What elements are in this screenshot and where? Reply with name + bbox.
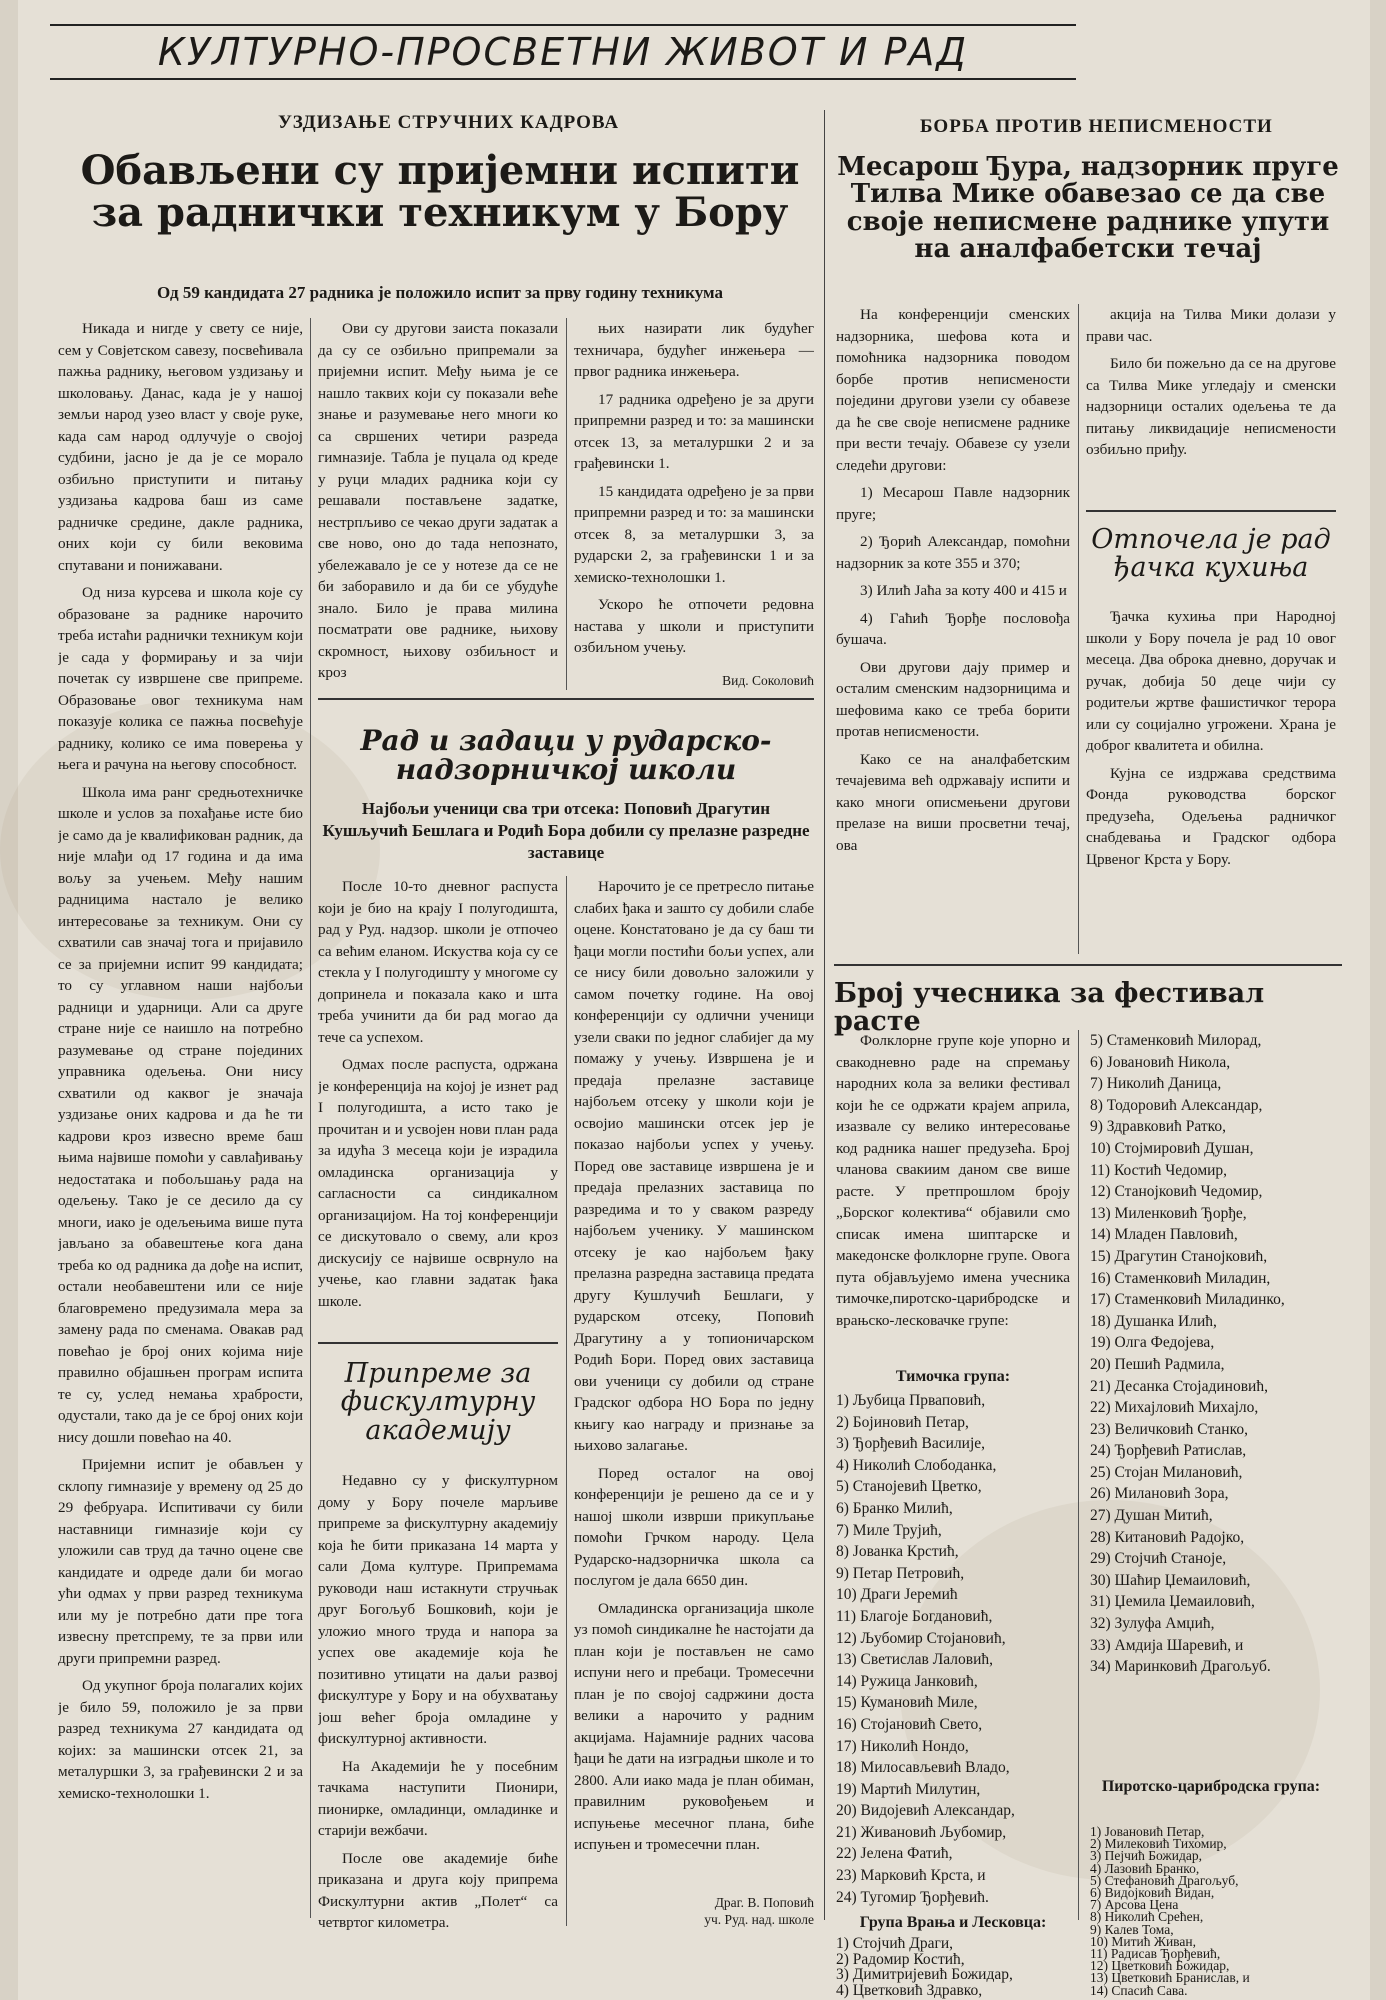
section-banner: КУЛТУРНО-ПРОСВЕТНИ ЖИВОТ И РАД: [50, 24, 1076, 80]
list-item: 34) Маринковић Драгољуб.: [1090, 1658, 1271, 1676]
headline-festival: Број учесника за фестивал расте: [834, 978, 1265, 1038]
list-item: 12) Станојковић Чедомир,: [1090, 1183, 1263, 1201]
paragraph: 2) Ђорић Александар, помоћни надзорник за коте 355 и 370;: [836, 533, 1070, 572]
list-item: 9) Петар Петровић,: [836, 1564, 965, 1582]
list-item: 20) Видојевић Александар,: [836, 1802, 1015, 1820]
list-item: 7) Арсова Цена: [1090, 1897, 1179, 1913]
sport-column: [318, 1470, 558, 1930]
list-item: 9) Здравковић Ратко,: [1090, 1118, 1226, 1136]
list-item: 26) Милановић Зора,: [1090, 1485, 1229, 1503]
list-item: 6) Видојковић Видан,: [1090, 1885, 1215, 1901]
group-title-timok: Тимочка група:: [895, 1368, 1011, 1385]
list-item: 5) Станојевић Цветко,: [836, 1478, 982, 1496]
festival-intro: [836, 1030, 1070, 1360]
list-item: 13) Миленковић Ђорђе,: [1090, 1204, 1247, 1222]
paragraph: 3) Илић Јаћа за коту 400 и 415 и: [860, 582, 1067, 599]
list-item: 11) Костић Чедомир,: [1090, 1161, 1228, 1179]
list-item: 4) Николић Слободанка,: [836, 1456, 997, 1474]
list-item: 3) Димитријевић Божидар,: [836, 1966, 1013, 1983]
paragraph: Поред осталог на овој конференцији је решено да се и у нашој школи изврши прикупљање помоћи Грчком народу. Цела Рударско-надзорничка школа са послугом је дала 6650 дин.: [574, 1464, 814, 1589]
headline-mesaros: Месарош Ђура, надзорник пруге Тилва Мике обавезао се да све своје неписмене раднике упути на аналфабетски течај: [837, 152, 1339, 264]
list-item: 16) Стаменковић Миладин,: [1090, 1269, 1271, 1287]
signature-name: Драг. В. Поповић: [714, 1895, 814, 1910]
article-column-1: [58, 318, 303, 1928]
list-item: 13) Цветковић Бранислав, и: [1090, 1970, 1250, 1986]
list-item: 8) Јованка Крстић,: [836, 1543, 959, 1561]
list-item: 1) Љубица Прваповић,: [836, 1392, 986, 1409]
list-item: 2) Бојиновић Петар,: [836, 1413, 969, 1431]
list-item: 27) Душан Митић,: [1090, 1507, 1213, 1525]
list-item: 10) Стојмировић Душан,: [1090, 1139, 1254, 1157]
paragraph: Школа има ранг средњотехничке школе и услов за похађање исте био је само да је квалификован радник, да није млађи од 17 година и да има вољу за учењем. Међу нашим радницима настало је велико интересовање за техникум. Они су схватили сав значај тога и пријавило се за пријемни испит 99 кандидата; то су углавном наши најбољи радници и ударници. Али са друге стране није се наишло на потребно разумевање од стране појединих управника одељења. Они нису схватили од каквог је значаја уздизање оних кадрова и да ће ти кадрови кроз извесно време баш њима највише помоћи у савлађивању недостатака и побољшању рада на одељењу. Тако је се десило да су многи, иако је одељењима више пута јављано за обавештење кога дана треба ко од радника да дође на испит, остали необавештени или се није благовремено предузимала мера за замену рада по сменама. Овакав рад повећао је број оних којима није правилно објашњен програм испита те су, услед немања храбрости, одустали, тако да је се број оних који нису дошли повећао на 40.: [58, 783, 303, 1446]
list-item: 22) Михајловић Михајло,: [1090, 1399, 1259, 1417]
list-timok: [836, 1390, 1070, 1908]
paragraph: Од низа курсева и школа које су образоване за раднике нарочито треба истаћи раднички техникум који је сада у формирању и за чији почетак су извршене све припреме. Образовање овог техникума нам показује колика се пажња посвећује раднику, колико се има поверења у њега и рачуна на његову способност.: [58, 584, 303, 773]
main-column-rule: [824, 110, 825, 1920]
school-column-1: [318, 876, 558, 1336]
headline-school: Рад и задаци у рударско-надзорничкој школи: [360, 724, 772, 787]
paragraph: Кујна се издржава средствима Фонда руководства борског предузећа, Одељења радничког снабдевања и Градског одбора Црвеног Крста у Бору.: [1086, 764, 1336, 868]
list-item: 19) Мартић Милутин,: [836, 1780, 981, 1798]
headline-sport: Припреме за фискултурну академију: [340, 1358, 536, 1446]
list-item: 7) Миле Трујић,: [836, 1521, 942, 1539]
list-festival-continued: [1090, 1030, 1340, 1678]
section-divider: [318, 1342, 558, 1344]
article-column-3: [574, 318, 814, 666]
list-item: 23) Величковић Станко,: [1090, 1420, 1248, 1438]
paragraph: Како се на аналфабетским течајевима већ одржавају испити и како многи описмењени другови прелазе на виши просветни течај, ова: [836, 750, 1070, 854]
list-item: 3) Пејчић Божидар,: [1090, 1848, 1202, 1864]
list-item: 2) Радомир Костић,: [836, 1950, 965, 1968]
list-item: 8) Николић Срећен,: [1090, 1909, 1204, 1925]
list-item: 21) Живановић Љубомир,: [836, 1823, 1007, 1841]
list-item: 12) Љубомир Стојановић,: [836, 1629, 1006, 1647]
paragraph: Пријемни испит је обављен у склопу гимназије у времену од 25 до 29 фебруара. Испитивачи су били наставници гимназије који су уложили сав труд да тачно оцене све кандидате и одреде дали би могао ући одмах у први разред техникума или му је потребно дати пре тога извесну претспрему, те за први или други припремни разред.: [58, 1456, 303, 1667]
list-item: 14) Младен Павловић,: [1090, 1226, 1238, 1244]
paragraph: Недавно су у фискултурном дому у Бору почеле марљиве припреме за фискултурну академију која ће бити приказана 14 марта у сали Дома културе. Припремама руководи наш истакнути стручњак друг Богољуб Бошковић, који је уложио много труда и напора за успех ове академије која ће позитивно утицати на даљи развој фискултуре у Бору и на обухватању још већег броја омладине у фискултурној активности.: [318, 1472, 558, 1747]
section-divider: [318, 698, 814, 700]
list-item: 1) Јовановић Петар,: [1090, 1824, 1205, 1839]
kicker-left: УЗДИЗАЊЕ СТРУЧНИХ КАДРОВА: [278, 112, 620, 133]
section-divider: [834, 964, 1342, 966]
list-item: 10) Драги Јеремић: [836, 1586, 958, 1604]
kitchen-column: [1086, 606, 1336, 956]
list-item: 31) Џемила Џемаиловић,: [1090, 1593, 1255, 1611]
paragraph: На Академији ће у посебним тачкама наступити Пионири, пионирке, омладинци, омладинке и старији вежбачи.: [318, 1757, 558, 1839]
list-item: 12) Цветковић Божидар,: [1090, 1958, 1230, 1974]
paragraph: После ове академије биће приказана и друга коју припрема Фискултурни актив „Полет“ са четвртог километра.: [318, 1849, 558, 1930]
paragraph: акција на Тилва Мики долази у прави час.: [1086, 306, 1336, 345]
list-item: 19) Олга Федојева,: [1090, 1334, 1215, 1352]
paragraph: Од укупног броја полагалих којих је било 59, положило је за први разред техникума 27 кандидата од којих: за машински отсек 21, за металуршки 3, за грађевински 2 и за хемиско-технолошки 1.: [58, 1677, 303, 1802]
paragraph: Фолклорне групе које упорно и свакодневно раде на спремању народних кола за велики фестивал који ће се одржати крајем априла, изазвале су велико интересовање код радника нашег предузећа. Број чланова свакиим даном све више расте. У претпрошлом броју „Борског колектива“ објавили смо списак имена шиптарске и македонске фолклорне групе. Овога пута објављујемо имена учесника тимочке,пиротско-царибродске и врањско-лесковачке групе:: [836, 1032, 1070, 1329]
column-rule: [1078, 1030, 1079, 1920]
group-title-pirot: Пиротско-царибродска група:: [1101, 1778, 1321, 1795]
paragraph: Нарочито је се претресло питање слабих ђака и зашто су добили слабе оцене. Констатовано је да су баш ти ђаци могли постићи бољи успех, али се нису били довољно заложили у самом почетку године. На овој конференцији су одлични ученици узели сваки по једног слабијег да му помажу у учењу. Извршена је и предаја прелазне заставице најбољем отсеку у школи који је освојио машински отсек јер је показао најбољи успех у учењу. Поред ове заставице извршена је и предаја прелазних заставица по разредима и то у сваком разреду најбољем ученику. У машинском отсеку је као најбољем ђаку прелазна разредна заставица предата другу Кушлучић Бешлаги, у рударском отсеку, Поповић Драгутину а у топионичарском Родић Бори. Поред ових заставица ови ученици су добили од стране Градског одбора НО Бора по једну књигу као награду и признање за њихово залагање.: [574, 878, 814, 1454]
list-item: 21) Десанка Стојадиновић,: [1090, 1377, 1268, 1395]
list-item: 11) Благоје Богдановић,: [836, 1607, 993, 1625]
paragraph: 4) Гаћић Ђорђе пословођа бушача.: [836, 609, 1070, 648]
list-item: 30) Шаћир Џемаиловић,: [1090, 1571, 1251, 1589]
group-title-vranje: Група Врања и Лесковца:: [859, 1914, 1047, 1931]
list-item: 3) Ђорђевић Василије,: [836, 1435, 986, 1453]
section-divider: [1086, 510, 1336, 512]
article-column-2: [318, 318, 558, 690]
list-item: 33) Амдија Шаревић, и: [1090, 1636, 1244, 1654]
paragraph: После 10-то дневног распуста који је био на крају I полугодишта, рад у Руд. надзор. школи је отпочео са већим еланом. Искуства која су се стекла у I полугодишту у многоме су допринела и показала како и шта треба учинити да би рад могао да тече са успехом.: [318, 878, 558, 1046]
list-item: 13) Светислав Лаловић,: [836, 1651, 993, 1669]
kicker-right: БОРБА ПРОТИВ НЕПИСМЕНОСТИ: [920, 116, 1273, 137]
list-item: 14) Спасић Сава.: [1090, 1982, 1188, 1998]
list-item: 24) Тугомир Ђорђевић.: [836, 1888, 989, 1906]
list-item: 6) Бранко Милић,: [836, 1499, 953, 1517]
list-item: 18) Милосављевић Владо,: [836, 1759, 1010, 1777]
subhead-school: Најбољи ученици сва три отсека: Поповић Драгутин Кушључић Бешлага и Родић Бора добили су прелазне разредне заставице: [322, 799, 810, 863]
paragraph: На конференцији сменских надзорника, шефова кота и помоћника надзорника поводом борбе против неписмености поједини другови узели су обавезе да ће све своје неписмене раднике при вести течају. Обавезе су узели следећи другови:: [836, 306, 1070, 474]
list-item: 17) Стаменковић Миладинко,: [1090, 1291, 1285, 1309]
list-item: 16) Стојановић Свето,: [836, 1715, 983, 1733]
signature-sokolovic: Вид. Соколовић: [722, 673, 814, 688]
paragraph: Ђачка кухиња при Народној школи у Бору почела је рад 10 овог месеца. Два оброка дневно, доручак и ручак, добија 50 деце чији су родитељи жртве фашистичког терора или су социјално угрожени. Храна је доброг квалитета и обилна.: [1086, 608, 1336, 754]
subhead-technikum: Од 59 кандидата 27 радника је положило испит за прву годину техникума: [157, 283, 723, 302]
paragraph: њих назирати лик будућег техничара, будућег инжењера — првог радника инжењера.: [574, 320, 814, 380]
list-item: 6) Јовановић Никола,: [1090, 1053, 1231, 1071]
list-item: 5) Стаменковић Милорад,: [1090, 1032, 1262, 1049]
mesaros-column-1: [836, 304, 1070, 960]
list-item: 8) Тодоровић Александар,: [1090, 1096, 1263, 1114]
list-item: 1) Стојчић Драги,: [836, 1935, 953, 1952]
list-item: 7) Николић Даница,: [1090, 1075, 1222, 1093]
list-item: 23) Марковић Крста, и: [836, 1867, 986, 1885]
list-item: 4) Цветковић Здравко,: [836, 1981, 983, 1999]
list-item: 17) Николић Нондо,: [836, 1737, 969, 1755]
signature-popovic: [574, 1894, 814, 1928]
signature-title: уч. Руд. над. школе: [704, 1912, 814, 1927]
column-rule: [566, 318, 567, 690]
list-item: 4) Лазовић Бранко,: [1090, 1860, 1200, 1876]
list-item: 22) Јелена Фатић,: [836, 1845, 953, 1863]
paragraph: Ови су другови заиста показали да су се озбиљно припремали за пријемни испит. Међу њима је се нашло таквих који су показали веће знање и разумевање него многи ко са свршених четири разреда гимназије. Табла је пуцала од креде у руци младих радника који су решавали постављене задатке, нестрпљиво се чекао други задатак а све ново, оно до тада непознато, убележавало је се у нотезе да се не би заборавило и да би се убудуће знало. Било је права милина посматрати ове раднике, њихову скромност, њихову озбиљност и кроз: [318, 320, 558, 681]
list-item: 2) Милековић Тихомир,: [1090, 1836, 1227, 1852]
headline-technikum: Обављени су пријемни испити за раднички техникум у Бору: [80, 147, 800, 236]
list-item: 9) Калев Тома,: [1090, 1921, 1174, 1937]
paragraph: Никада и нигде у свету се није, сем у Совјетском савезу, посвећивала пажња раднику, његовом уздизању и школовању. Данас, када је у нашој земљи народ узео власт у своје руке, када сам народ одлучује о својој судбини, јасно је да је се морало озбиљно приступити и питању уздизања кадрова баш из саме радничке средине, дакле радника, оних који су били вековима спутавани и понижавани.: [58, 320, 303, 574]
list-item: 24) Ђорђевић Ратислав,: [1090, 1442, 1247, 1460]
mesaros-column-2: [1086, 304, 1336, 502]
list-item: 32) Зулуфа Амџић,: [1090, 1615, 1215, 1633]
paragraph: 17 радника одређено је за други припремни разред и то: за машински отсек 13, за металуршки 2 и за грађевински 1.: [574, 390, 814, 472]
paragraph: 15 кандидата одређено је за први припремни разред и то: за машински отсек 8, за металуршки 3, за рударски 2, за грађевински 1 и за хемиско-технолошки 1.: [574, 482, 814, 586]
list-item: 14) Ружица Јанковић,: [836, 1672, 978, 1690]
list-vranje: [836, 1936, 1070, 1998]
paragraph: Било би пожељно да се на другове са Тилва Мике угледају и сменски надзорници осталих одељења те да питању ликвидације неписмености озбиљно приђу.: [1086, 355, 1336, 458]
paragraph: Одмах после распуста, одржана је конференција на којој је изнет рад I полугодишта, а исто тако је прочитан и и усвојен нови план рада за идућа 3 месеца који је израдила омладинска организација у сагласности са синдикалном организацијом. На тој конференцији се дискутовало о свему, али кроз дискусију се највише осврнуло на учење, као главни задатак ђака школе.: [318, 1056, 558, 1310]
list-item: 15) Драгутин Станојковић,: [1090, 1247, 1268, 1265]
paragraph: Ови другови дају пример и осталим сменским надзорницима и шефовима како се треба борити протав неписмености.: [836, 658, 1070, 740]
paragraph: 1) Месарош Павле надзорник пруге;: [836, 484, 1070, 523]
list-item: 20) Пешић Радмила,: [1090, 1355, 1225, 1373]
column-rule: [310, 318, 311, 1918]
school-column-2: [574, 876, 814, 1890]
column-rule: [1078, 304, 1079, 954]
list-item: 25) Стојан Милановић,: [1090, 1463, 1243, 1481]
list-item: 28) Китановић Радојко,: [1090, 1528, 1245, 1546]
list-pirot: [1090, 1826, 1340, 1997]
list-item: 29) Стојчић Станоје,: [1090, 1550, 1227, 1568]
paragraph: Омладинска организација школе уз помоћ синдикалне ће настојати да план који је постављен не само испуни него и пребаци. Тромесечни план је по својој садржини доста велики а нарочито у радним акцијама. Најамније радних часова ђаци ће дати на изградњи школе и то 2800. Али иако мада је план обиман, правилним руковођењем и испуњење месечног плана, биће испуњен и тромесечни план.: [574, 1599, 814, 1853]
list-item: 5) Стефановић Драгољуб,: [1090, 1872, 1239, 1888]
column-rule: [566, 876, 567, 1926]
list-item: 11) Радисав Ђорђевић,: [1090, 1946, 1221, 1962]
list-item: 10) Митић Живан,: [1090, 1933, 1196, 1949]
list-item: 18) Душанка Илић,: [1090, 1312, 1217, 1330]
paragraph: Ускоро ће отпочети редовна настава у школи и приступити озбиљном учењу.: [574, 596, 814, 656]
headline-kitchen: Отпочела је рад ђачка кухиња: [1091, 524, 1331, 584]
list-item: 15) Кумановић Миле,: [836, 1694, 978, 1712]
